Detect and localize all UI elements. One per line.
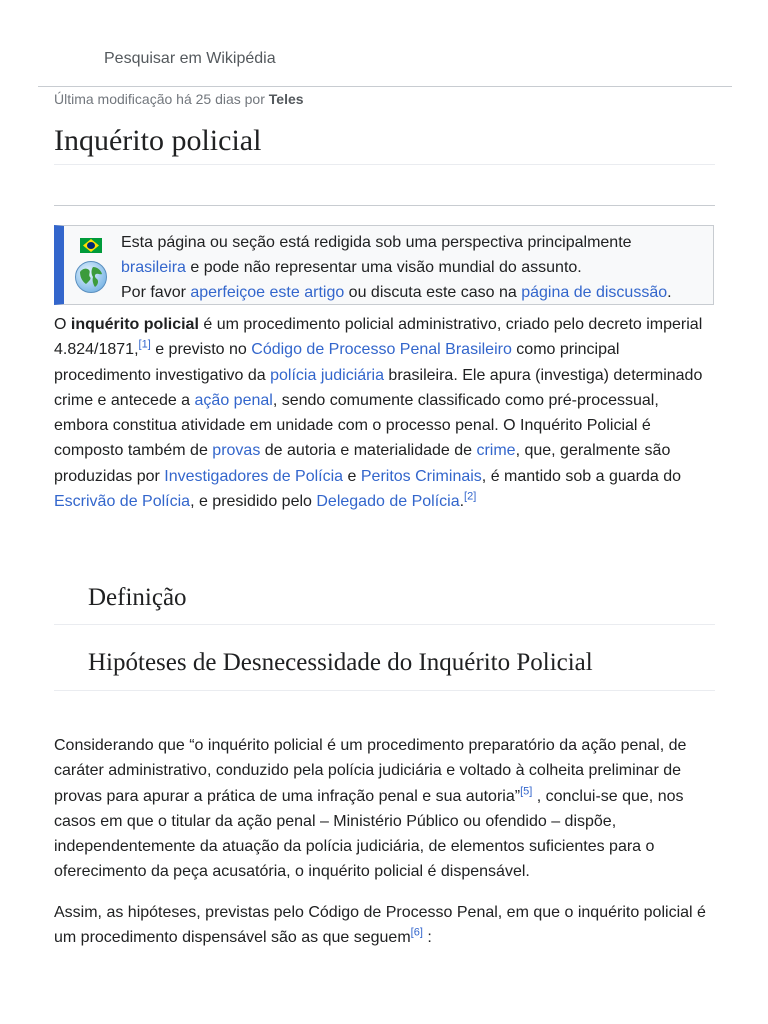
text: , conclui-se que, nos casos em que o titular da ação penal – Ministério Público ou ofendido – dispõe, independentemente da atuação da polícia judiciária, de elementos suficientes para o oferecimento da peça acusatória, o inquérito policial é dispensável. (54, 787, 684, 881)
link-delegado[interactable]: Delegado de Polícia (316, 493, 460, 511)
notice-line2b: ou discuta este caso na (344, 284, 522, 301)
paragraph-assim (54, 900, 714, 951)
text: Assim, as hipóteses, previstas pelo Código de Processo Penal, em que o inquérito policial é um procedimento dispensável são as que seguem (54, 904, 706, 947)
ref-5[interactable]: [5] (520, 785, 533, 798)
ref-2[interactable]: [2] (464, 490, 477, 503)
text: O (54, 316, 71, 333)
ref-6[interactable]: [6] (410, 926, 423, 939)
section-heading-hipoteses[interactable] (54, 647, 715, 691)
link-acao-penal[interactable]: ação penal (194, 391, 273, 409)
text: , que, geralmente são produzidas por (54, 442, 671, 485)
link-crime[interactable]: crime (476, 442, 516, 460)
brazil-flag-icon (80, 238, 102, 253)
notice-line1b: e pode não representar uma visão mundial do assunto. (185, 259, 582, 276)
paragraph-considerando (54, 733, 714, 885)
search-input[interactable] (104, 50, 664, 68)
link-brasileira[interactable]: brasileira (121, 259, 186, 276)
text: e (343, 467, 361, 485)
text: é um procedimento policial administrativo, criado pelo decreto imperial 4.824/1871, (54, 316, 703, 359)
text: brasileira. Ele apura (investiga) determinado crime e antecede a (54, 366, 703, 409)
text: e previsto no (150, 341, 252, 359)
link-improve-article[interactable]: aperfeiçoe este artigo (190, 284, 345, 301)
last-modified[interactable] (54, 91, 304, 107)
bold-term: inquérito policial (70, 316, 199, 333)
text: : (422, 929, 432, 947)
link-policia-judiciaria[interactable]: polícia judiciária (270, 366, 384, 384)
text: Considerando que “o inquérito policial é um procedimento preparatório da ação penal, de caráter administrativo, conduzido pela polícia judiciária e voltado à colheita preliminar de provas para apurar a prática de uma infração penal e sua autoria” (54, 737, 687, 805)
text: de autoria e materialidade de (260, 442, 477, 460)
notice-text (121, 230, 711, 305)
text: , é mantido sob a guarda do (481, 467, 682, 485)
last-modified-user[interactable]: Teles (268, 91, 304, 107)
text: , sendo comumente classificado como pré-processual, embora constitua atividade em unidade com o processo penal. O Inquérito Policial é composto também de (54, 391, 659, 460)
link-escrivao[interactable]: Escrivão de Polícia (54, 493, 191, 511)
intro-paragraph (54, 312, 714, 514)
section-heading-definicao[interactable] (54, 580, 715, 625)
link-provas[interactable]: provas (212, 442, 261, 460)
page-title: Inquérito policial (54, 124, 715, 165)
last-modified-text: Última modificação há 25 dias por (54, 91, 269, 107)
ref-1[interactable]: [1] (138, 338, 151, 351)
section-title: Definição (88, 584, 187, 611)
link-talk-page[interactable]: página de discussão (521, 284, 668, 301)
notice-line1: Esta página ou seção está redigida sob uma perspectiva principalmente (121, 234, 632, 251)
notice-line2c: . (667, 284, 672, 301)
search-bar (38, 40, 732, 87)
text: . (459, 493, 465, 511)
link-codigo-processo-penal[interactable]: Código de Processo Penal Brasileiro (251, 341, 512, 359)
link-peritos[interactable]: Peritos Criminais (360, 467, 482, 485)
notice-line2a: Por favor (121, 284, 191, 301)
notice-box (54, 225, 714, 305)
section-title: Hipóteses de Desnecessidade do Inquérito Policial (88, 649, 593, 676)
text: , e presidido pelo (190, 493, 317, 511)
text: como principal procedimento investigativo da (54, 341, 620, 384)
globe-icon (74, 260, 108, 294)
divider (54, 205, 715, 206)
link-investigadores[interactable]: Investigadores de Polícia (164, 467, 344, 485)
